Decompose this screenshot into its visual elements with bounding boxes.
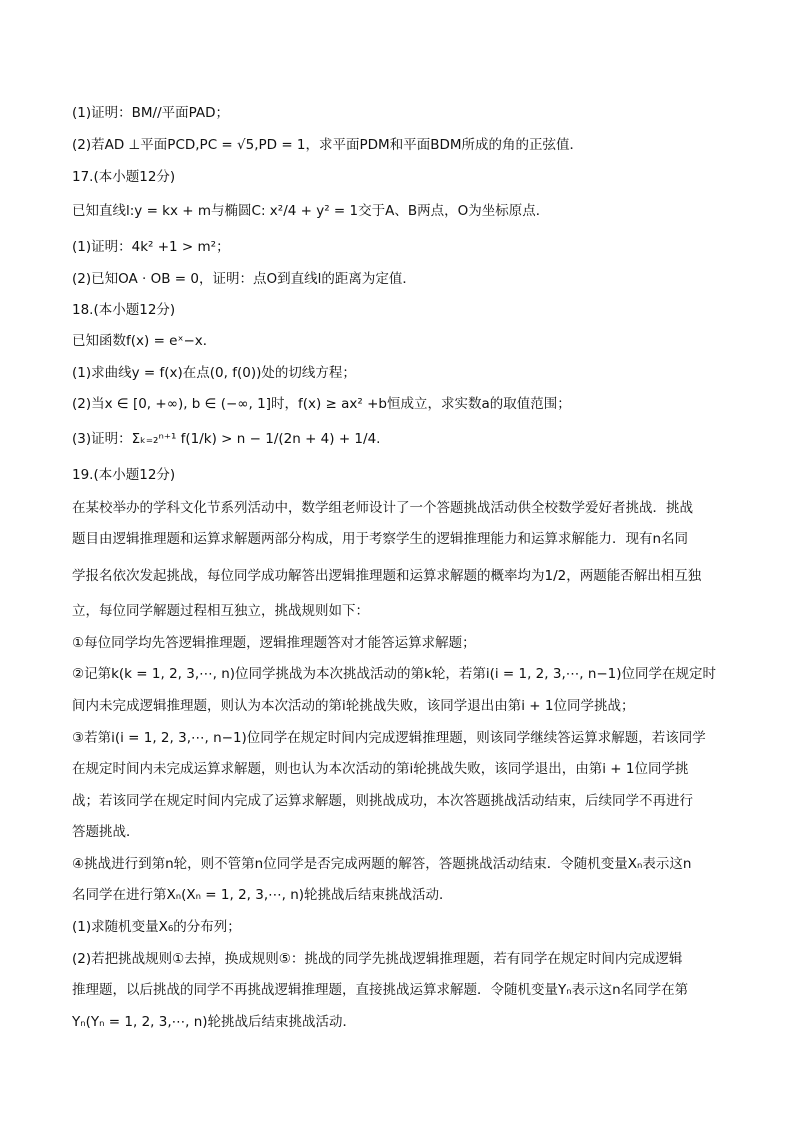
problem19-line: ④挑战进行到第n轮，则不管第n位同学是否完成两题的解答，答题挑战活动结束．令随机变量Xₙ表示这n xyxy=(72,856,692,872)
problem19-header: 19.(本小题12分) xyxy=(72,467,176,483)
problem19-line: ②记第k(k = 1, 2, 3,⋯, n)位同学挑战为本次挑战活动的第k轮，若第i(i = 1, 2, 3,⋯, n−1)位同学在规定时 xyxy=(72,666,717,682)
problem18-header: 18.(本小题12分) xyxy=(72,302,176,318)
problem19-line: 名同学在进行第Xₙ(Xₙ = 1, 2, 3,⋯, n)轮挑战后结束挑战活动． xyxy=(72,887,453,903)
problem19-line: 立，每位同学解题过程相互独立，挑战规则如下： xyxy=(72,603,369,619)
problem19-line: 战；若该同学在规定时间内完成了运算求解题，则挑战成功，本次答题挑战活动结束，后续同学不再进行 xyxy=(72,793,693,809)
problem18-part2: (2)当x ∈ [0, +∞), b ∈ (−∞, 1]时，f(x) ≥ ax² +b恒成立，求实数a的取值范围； xyxy=(72,396,571,412)
problem16-part1: (1)证明：BM//平面PAD； xyxy=(72,105,230,121)
problem19-line: (2)若把挑战规则①去掉，换成规则⑤：挑战的同学先挑战逻辑推理题，若有同学在规定时间内完成逻辑 xyxy=(72,951,683,967)
problem17-part2: (2)已知OA · OB = 0，证明：点O到直线l的距离为定值． xyxy=(72,271,416,287)
problem17-stem: 已知直线l:y = kx + m与椭圆C: x²/4 + y² = 1交于A、B两点，O为坐标原点． xyxy=(72,203,550,219)
problem19-line: 学报名依次发起挑战，每位同学成功解答出逻辑推理题和运算求解题的概率均为1/2，两题能否解出相互独 xyxy=(72,568,702,584)
problem19-line: 答题挑战． xyxy=(72,824,140,840)
problem19-line: 间内未完成逻辑推理题，则认为本次活动的第i轮挑战失败，该同学退出由第i + 1位同学挑战； xyxy=(72,698,635,714)
problem19-line: ①每位同学均先答逻辑推理题，逻辑推理题答对才能答运算求解题； xyxy=(72,635,476,651)
problem19-line: ③若第i(i = 1, 2, 3,⋯, n−1)位同学在规定时间内完成逻辑推理题，则该同学继续答运算求解题，若该同学 xyxy=(72,730,706,746)
problem19-line: 推理题，以后挑战的同学不再挑战逻辑推理题，直接挑战运算求解题．令随机变量Yₙ表示这n名同学在第 xyxy=(72,982,689,998)
problem17-part1: (1)证明：4k² +1 > m²； xyxy=(72,239,230,255)
problem17-header: 17.(本小题12分) xyxy=(72,169,176,185)
problem18-part3: (3)证明：Σₖ₌₂ⁿ⁺¹ f(1/k) > n − 1/(2n + 4) + 1/4. xyxy=(72,431,381,447)
problem19-line: 在某校举办的学科文化节系列活动中，数学组老师设计了一个答题挑战活动供全校数学爱好者挑战．挑战 xyxy=(72,500,693,516)
problem19-line: 题目由逻辑推理题和运算求解题两部分构成，用于考察学生的逻辑推理能力和运算求解能力．现有n名同 xyxy=(72,531,689,547)
problem19-line: Yₙ(Yₙ = 1, 2, 3,⋯, n)轮挑战后结束挑战活动． xyxy=(72,1014,357,1030)
problem18-part1: (1)求曲线y = f(x)在点(0, f(0))处的切线方程； xyxy=(72,365,356,381)
problem19-line: 在规定时间内未完成运算求解题，则也认为本次活动的第i轮挑战失败，该同学退出，由第i + 1位同学挑 xyxy=(72,761,689,777)
problem19-line: (1)求随机变量X₆的分布列； xyxy=(72,919,241,935)
problem18-stem: 已知函数f(x) = eˣ−x． xyxy=(72,333,217,349)
problem16-part2: (2)若AD ⊥平面PCD,PC = √5,PD = 1，求平面PDM和平面BDM所成的角的正弦值． xyxy=(72,137,584,153)
